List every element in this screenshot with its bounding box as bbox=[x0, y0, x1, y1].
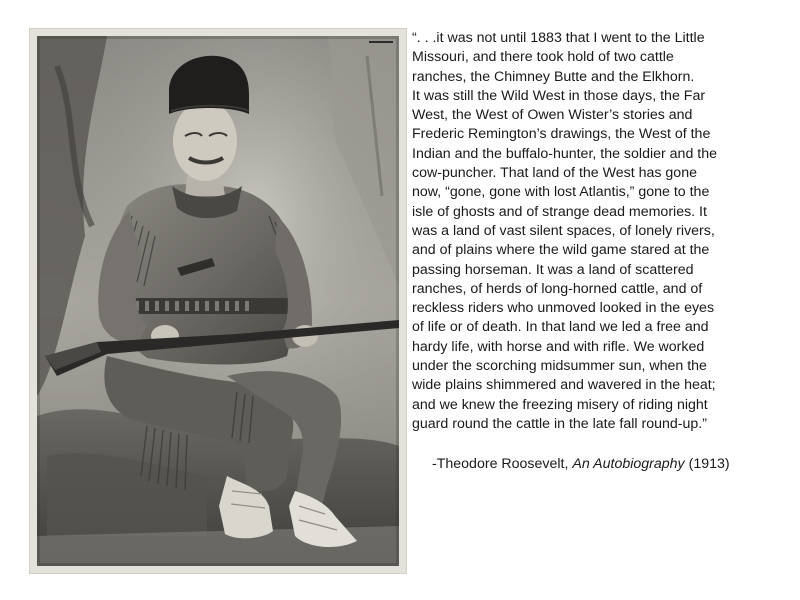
quote-line: It was still the Wild West in those days, the Far bbox=[412, 87, 706, 104]
portrait-illustration bbox=[37, 36, 399, 566]
quote-line: and we knew the freezing misery of riding night bbox=[412, 396, 708, 413]
quote-line: hardy life, with horse and with rifle. We worked bbox=[412, 338, 705, 355]
quote-line: Missouri, and there took hold of two cattle bbox=[412, 49, 674, 66]
quote-line: ranches, of herds of long-horned cattle, and of bbox=[412, 280, 703, 297]
quote-line: passing horseman. It was a land of scattered bbox=[412, 261, 694, 278]
roosevelt-portrait-photo bbox=[37, 36, 399, 566]
quote-line: of life or of death. In that land we led a free and bbox=[412, 319, 709, 336]
quote-line: was a land of vast silent spaces, of lonely rivers, bbox=[412, 222, 715, 239]
quote-line: “. . .it was not until 1883 that I went to the Little bbox=[412, 30, 705, 46]
quote-line: guard round the cattle in the late fall round-up.” bbox=[412, 415, 707, 432]
quote-line: Frederic Remington’s drawings, the West of the bbox=[412, 126, 711, 143]
quote-line: reckless riders who unmoved looked in the eyes bbox=[412, 300, 715, 317]
quote-line: and of plains where the wild game stared at the bbox=[412, 242, 710, 259]
quote-line: Indian and the buffalo-hunter, the soldier and the bbox=[412, 145, 718, 162]
photo-mount bbox=[29, 28, 407, 574]
quote-line: now, “gone, gone with lost Atlantis,” gone to the bbox=[412, 184, 710, 201]
attribution-author: -Theodore Roosevelt, bbox=[432, 456, 573, 472]
face bbox=[173, 101, 237, 181]
quote-line: cow-puncher. That land of the West has gone bbox=[412, 165, 697, 182]
quote-attribution bbox=[432, 455, 730, 474]
quote-line: ranches, the Chimney Butte and the Elkhorn. bbox=[412, 68, 695, 85]
quote-line: isle of ghosts and of strange dead memories. It bbox=[412, 203, 707, 220]
roosevelt-quote bbox=[412, 29, 788, 434]
quote-line: wide plains shimmered and wavered in the heat; bbox=[412, 377, 716, 394]
attribution-year: (1913) bbox=[684, 456, 730, 472]
quote-line: under the scorching midsummer sun, when the bbox=[412, 358, 707, 375]
attribution-book-title: An Autobiography bbox=[572, 456, 685, 472]
quote-line: West, the West of Owen Wister’s stories and bbox=[412, 107, 693, 124]
